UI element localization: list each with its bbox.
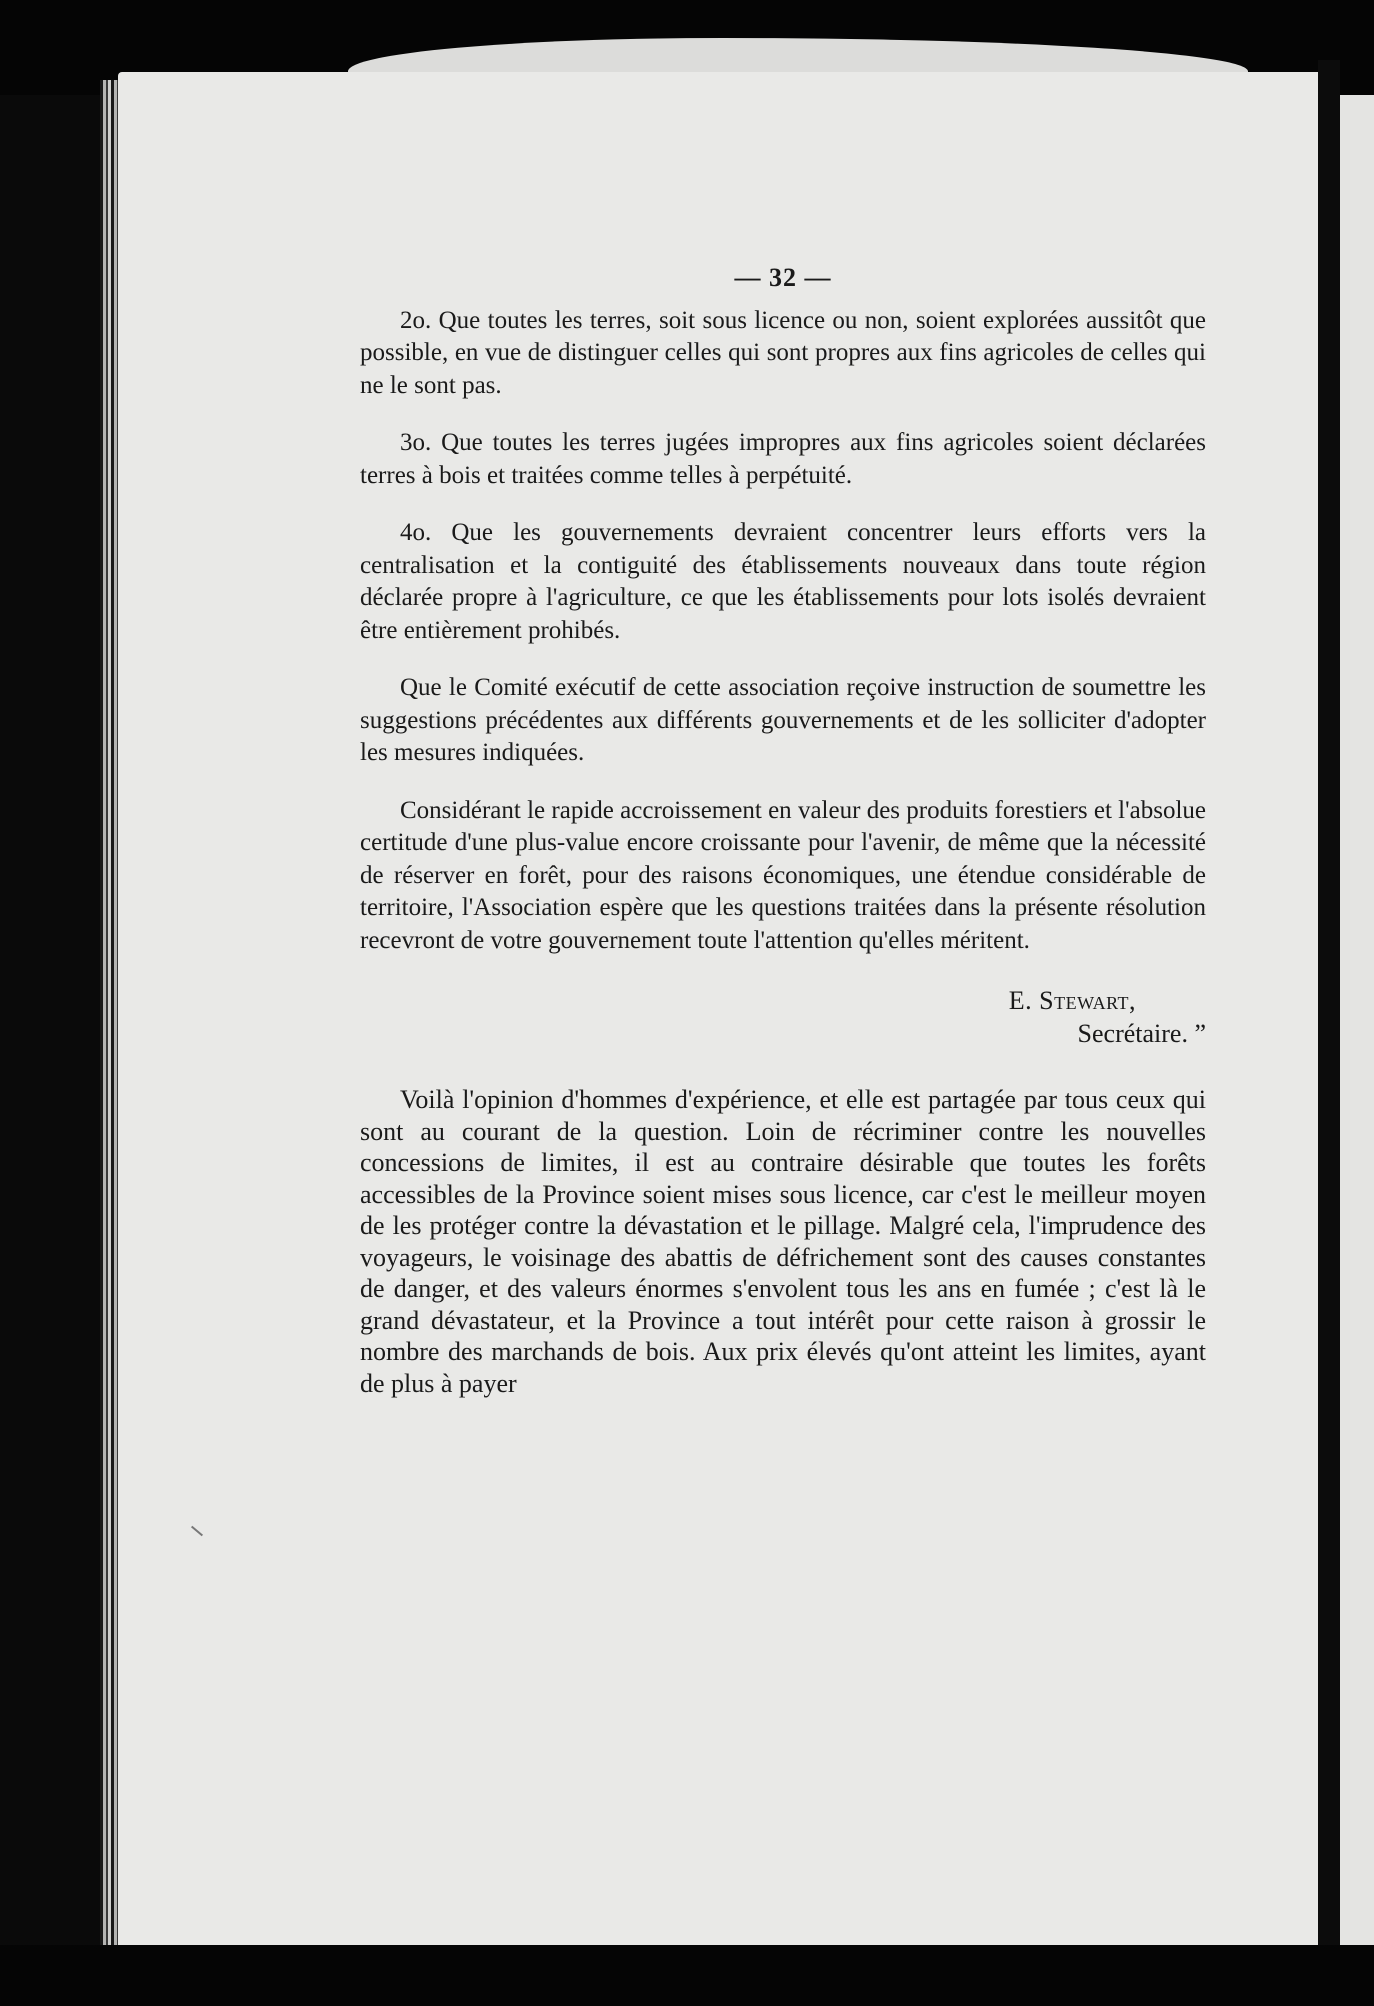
signature-title: Secrétaire. ” [1077, 1018, 1206, 1048]
paragraph-4o: 4o. Que les gouvernements devraient concentrer leurs efforts vers la centralisation et la contiguité des établissements nouveaux dans toute région déclarée propre à l'agriculture, ce que les établissements pour lots isolés devraient être entièrement prohibés. [360, 519, 1206, 644]
scan-bottom-border [0, 1945, 1374, 2006]
book-gutter [1318, 60, 1340, 1960]
signature-block [360, 985, 1206, 1050]
page-text-block [360, 262, 1206, 1425]
signature-initial: E. [1008, 986, 1040, 1015]
facing-page-edge [1340, 95, 1374, 1945]
paragraph-2o: 2o. Que toutes les terres, soit sous licence ou non, soient explorées aussitôt que possible, en vue de distinguer celles qui sont propres aux fins agricoles de celles qui ne le sont pas. [360, 306, 1206, 399]
paragraph-comite: Que le Comité exécutif de cette association reçoive instruction de soumettre les suggestions précédentes aux différents gouvernements et de les solliciter d'adopter les mesures indiquées. [360, 674, 1206, 766]
paragraph-considerant: Considérant le rapide accroissement en valeur des produits forestiers et l'absolue certitude d'une plus-value encore croissante pour l'avenir, de même que la nécessité de réserver en forêt, pour des raisons économiques, une étendue considérable de territoire, l'Association espère que les questions traitées dans la présente résolution recevront de votre gouvernement toute l'attention qu'elles méritent. [360, 796, 1206, 954]
signature-name [360, 985, 1206, 1018]
paragraph-3o: 3o. Que toutes les terres jugées impropres aux fins agricoles soient déclarées terres à bois et traitées comme telles à perpétuité. [360, 429, 1206, 489]
paragraph-voila: Voilà l'opinion d'hommes d'expérience, et elle est partagée par tous ceux qui sont au courant de la question. Loin de récriminer contre les nouvelles concessions de limites, il est au contraire désirable que toutes les forêts accessibles de la Province soient mises sous licence, car c'est le meilleur moyen de les protéger contre la dévastation et le pillage. Malgré cela, l'imprudence des voyageurs, le voisinage des abattis de défrichement sont des causes constantes de danger, et des valeurs énormes s'envolent tous les ans en fumée ; c'est là le grand dévastateur, et la Province a tout intérêt pour cette raison à grossir le nombre des marchands de bois. Aux prix élevés qu'ont atteint les limites, ayant de plus à payer [360, 1085, 1206, 1398]
signature-surname: Stewart, [1039, 986, 1136, 1015]
page-number: — 32 — [734, 263, 832, 292]
